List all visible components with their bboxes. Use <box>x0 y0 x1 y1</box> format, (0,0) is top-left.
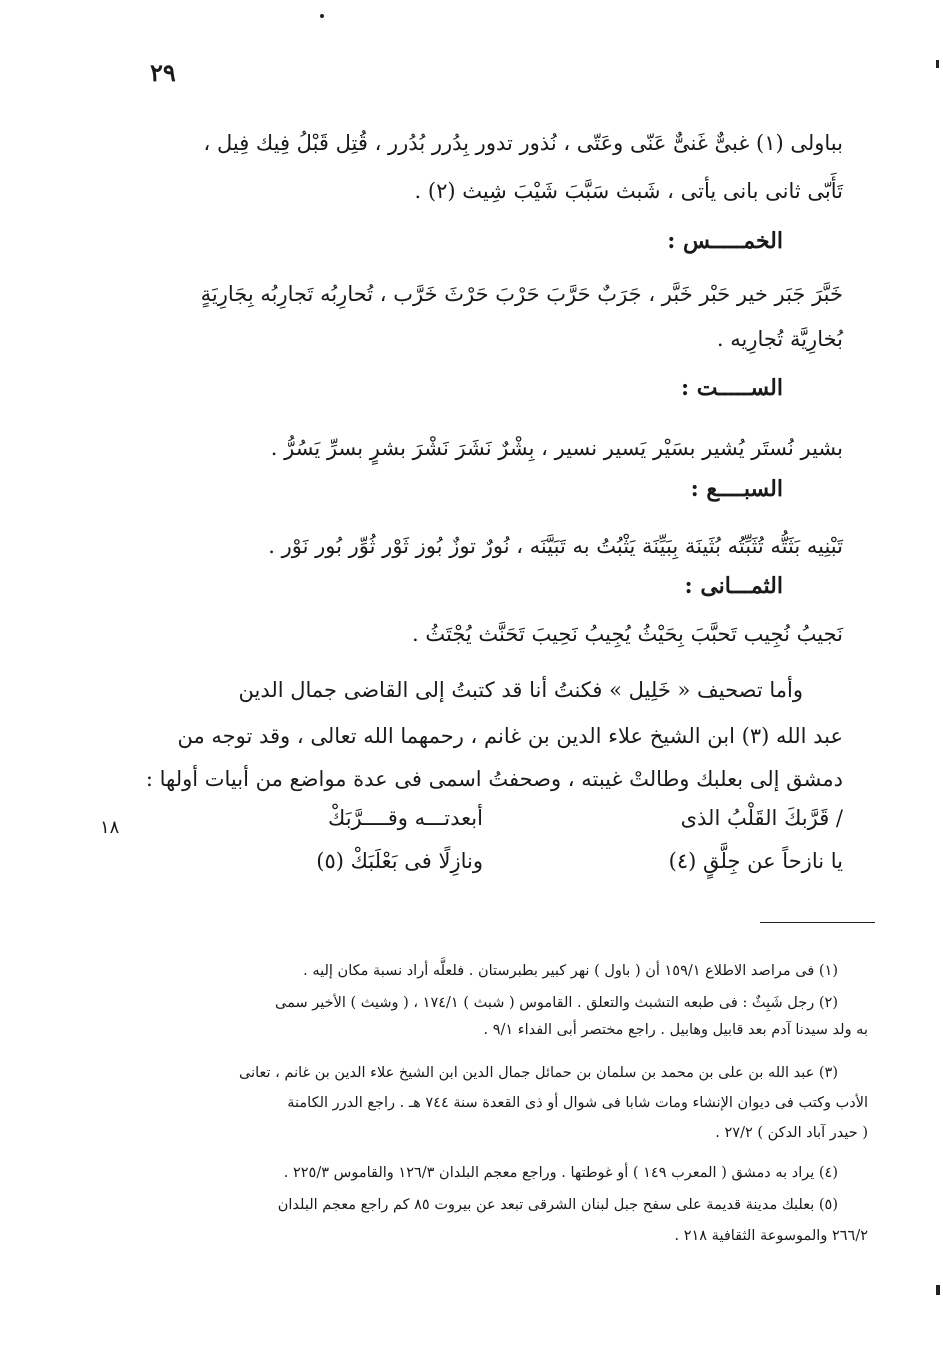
section-heading-sab: السبــــع : <box>690 476 783 502</box>
edge-mark <box>936 1285 940 1295</box>
text-line: تَأَبّى ثانى بانى يأتى ، شَبث سَبَّبَ شَيْبَ شِيث (٢) . <box>414 179 843 203</box>
footnotes <box>128 0 868 1357</box>
text-line: تَبْنِيه بَثَتُّه تُثَبِّتُه بُثَينَة بِبَيِّنَة يَثْبُتُ به تَبَيَّنَه ، نُورٌ توزٌ بُوز ثَوْر ثُوِّر بُور نَوْر . <box>268 534 843 558</box>
paragraph-line: عبد الله (٣) ابن الشيخ علاء الدين بن غانم ، رحمهما الله تعالى ، وقد توجه من <box>177 724 843 748</box>
paragraph-line: دمشق إلى بعلبك وطالتْ غيبته ، وصحفتُ اسمى فى عدة مواضع من أبيات أولها : <box>145 767 843 791</box>
footnote-3-cont: الأدب وكتب فى ديوان الإنشاء ومات شابا فى شوال أو ذى القعدة سنة ٧٤٤ هـ . راجع الدرر الكامنة <box>287 1095 868 1111</box>
text-line: خَبَّرَ جَبَر خير حَبْر خَبَّر ، جَرَبٌ حَرَّبَ حَرْبَ حَرْثَ خَرَّب ، تُحارِبُه تَجارِبُه بِجَارِيَةٍ <box>200 282 843 306</box>
verse-1-first-hemistich: / قَرَّبكَ القَلْبُ الذى <box>680 806 843 830</box>
text-line: نَجيبُ نُجِيب تَحبَّبَ بِحَيْثُ يُجِيبُ نَحِيبَ تَحَنَّث يُجْتَثُ . <box>412 622 843 646</box>
margin-number: ١٨ <box>100 817 120 838</box>
text-line: بُخارِيَّة تُجارِيه . <box>716 327 843 351</box>
section-heading-thamani: الثمـــانى : <box>684 573 783 599</box>
section-heading-khams: الخمـــــس : <box>667 228 783 254</box>
footnote-2-cont: به ولد سيدنا آدم بعد قابيل وهابيل . راجع مختصر أبى الفداء ٩/١ . <box>483 1022 868 1038</box>
verse-2-first-hemistich: يا نازحاً عن جِلَّقٍ (٤) <box>668 849 843 873</box>
page-number: ٢٩ <box>150 58 176 87</box>
footnote-3-cont: ( حيدر آباد الدكن ) ٢٧/٢ . <box>715 1125 868 1141</box>
paragraph-line: وأما تصحيف « خَلِيل » فكنتُ أنا قد كتبتُ إلى القاضى جمال الدين <box>238 678 803 702</box>
footnote-5-cont: ٢٦٦/٢ والموسوعة الثقافية ٢١٨ . <box>674 1228 868 1244</box>
verse-2-second-hemistich: ونازِلًا فى بَعْلَبَكْ (٥) <box>316 849 483 873</box>
edge-mark <box>936 60 939 68</box>
text-line: بباولى (١) غبىٌّ غَنىٌّ عَنّى وعَتّى ، نُذور تدور بِدُرر بُدُرر ، قُتِل قَبْلُ فِيك فِيل ، <box>203 131 843 155</box>
footnote-5: (٥) بعلبك مدينة قديمة على سفح جبل لبنان الشرقى تبعد عن بيروت ٨٥ كم راجع معجم البلدان <box>277 1197 838 1213</box>
footnote-2: (٢) رجل شَبِثٌ : فى طبعه التشبث والتعلق . القاموس ( شبث ) ١٧٤/١ ، ( وشيث ) الأخير سمى <box>275 995 838 1011</box>
text-line: بشير نُستَر يُشير بسَيْر يَسير نسير ، بِشْرٌ نَشَرَ نَشْرَ بشرٍ بسرِّ يَسُرُّ . <box>270 436 843 460</box>
footnote-3: (٣) عبد الله بن على بن محمد بن سلمان بن حمائل جمال الدين ابن الشيخ علاء الدين بن غانم ، تعانى <box>238 1065 838 1081</box>
verse-1-second-hemistich: أبعدتـــه وقــــرَّبَكْ <box>328 806 483 830</box>
footnote-4: (٤) يراد به دمشق ( المعرب ١٤٩ ) أو غوطتها . وراجع معجم البلدان ١٢٦/٣ والقاموس ٢٢٥/٣ . <box>283 1165 838 1181</box>
section-heading-sitt: الســـــت : <box>680 375 783 401</box>
footnote-1: (١) فى مراصد الاطلاع ١٥٩/١ أن ( باول ) نهر كبير بطبرستان . فلعلَّه أراد نسبة مكان إليه . <box>303 963 838 979</box>
